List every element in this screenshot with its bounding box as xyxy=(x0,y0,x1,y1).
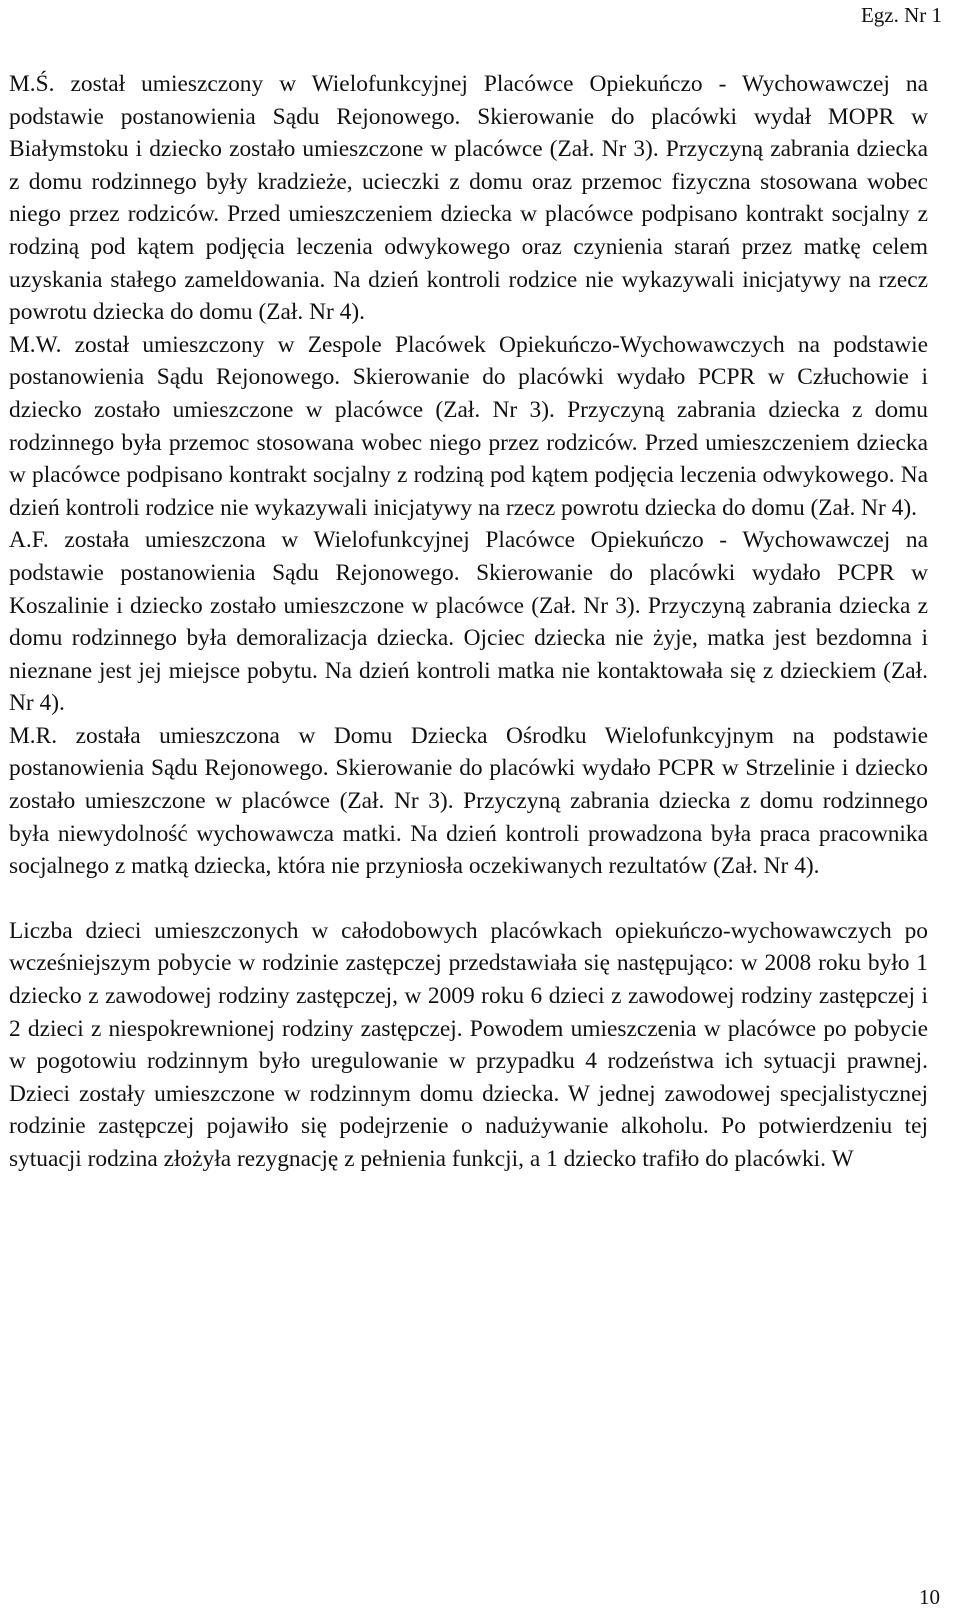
paragraph-spacer xyxy=(9,883,928,915)
document-body xyxy=(9,68,928,1176)
paragraph-summary: Liczba dzieci umieszczonych w całodobowych placówkach opiekuńczo-wychowawczych po wcześniejszym pobycie w rodzinie zastępczej przedstawiała się następująco: w 2008 roku było 1 dziecko z zawodowej rodziny zastępczej, w 2009 roku 6 dzieci z zawodowej rodziny zastępczej i 2 dzieci z niespokrewnionej rodziny zastępczej. Powodem umieszczenia w placówce po pobycie w pogotowiu rodzinnym było uregulowanie w przypadku 4 rodzeństwa ich sytuacji prawnej. Dzieci zostały umieszczone w rodzinnym domu dziecka. W jednej zawodowej specjalistycznej rodzinie zastępczej pojawiło się podejrzenie o nadużywanie alkoholu. Po potwierdzeniu tej sytuacji rodzina złożyła rezygnację z pełnienia funkcji, a 1 dziecko trafiło do placówki. W xyxy=(9,917,928,1172)
paragraph-mr: M.R. została umieszczona w Domu Dziecka Ośrodku Wielofunkcyjnym na podstawie postanowienia Sądu Rejonowego. Skierowanie do placówki wydało PCPR w Strzelinie i dziecko zostało umieszczone w placówce (Zał. Nr 3). Przyczyną zabrania dziecka z domu rodzinnego była niewydolność wychowawcza matki. Na dzień kontroli prowadzona była praca pracownika socjalnego z matką dziecka, która nie przyniosła oczekiwanych rezultatów (Zał. Nr 4). xyxy=(9,722,928,880)
paragraph-af: A.F. została umieszczona w Wielofunkcyjnej Placówce Opiekuńczo - Wychowawczej na podstawie postanowienia Sądu Rejonowego. Skierowanie do placówki wydało PCPR w Koszalinie i dziecko zostało umieszczone w placówce (Zał. Nr 3). Przyczyną zabrania dziecka z domu rodzinnego była demoralizacja dziecka. Ojciec dziecka nie żyje, matka jest bezdomna i nieznane jest jej miejsce pobytu. Na dzień kontroli matka nie kontaktowała się z dzieckiem (Zał. Nr 4). xyxy=(9,527,928,717)
paragraph-ms: M.Ś. został umieszczony w Wielofunkcyjnej Placówce Opiekuńczo - Wychowawczej na podstawie postanowienia Sądu Rejonowego. Skierowanie do placówki wydał MOPR w Białymstoku i dziecko zostało umieszczone w placówce (Zał. Nr 3). Przyczyną zabrania dziecka z domu rodzinnego były kradzieże, ucieczki z domu oraz przemoc fizyczna stosowana wobec niego przez rodziców. Przed umieszczeniem dziecka w placówce podpisano kontrakt socjalny z rodziną pod kątem podjęcia leczenia odwykowego oraz czynienia starań przez matkę celem uzyskania stałego zameldowania. Na dzień kontroli rodzice nie wykazywali inicjatywy na rzecz powrotu dziecka do domu (Zał. Nr 4). xyxy=(9,71,928,326)
page-number: 10 xyxy=(919,1585,940,1609)
copy-number-label: Egz. Nr 1 xyxy=(860,3,942,27)
paragraph-mw: M.W. został umieszczony w Zespole Placówek Opiekuńczo-Wychowawczych na podstawie postanowienia Sądu Rejonowego. Skierowanie do placówki wydało PCPR w Człuchowie i dziecko zostało umieszczone w placówce (Zał. Nr 3). Przyczyną zabrania dziecka z domu rodzinnego była przemoc stosowana wobec niego przez rodziców. Przed umieszczeniem dziecka w placówce podpisano kontrakt socjalny z rodziną pod kątem podjęcia leczenia odwykowego. Na dzień kontroli rodzice nie wykazywali inicjatywy na rzecz powrotu dziecka do domu (Zał. Nr 4). xyxy=(9,331,928,521)
